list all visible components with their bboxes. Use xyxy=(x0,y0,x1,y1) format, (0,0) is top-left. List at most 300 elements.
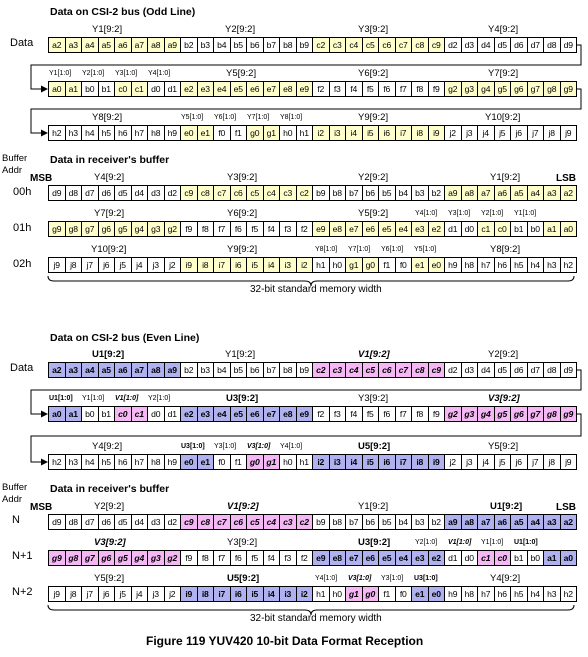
even-buf-rows-1-cell-f8: f8 xyxy=(197,550,215,566)
even-bus-rows-2-field-label: Y5[9:2] xyxy=(488,441,519,452)
odd-buf-rows-0-cell-c4: c4 xyxy=(263,185,281,201)
odd-bus-rows-1-field-label: Y2[1:0] xyxy=(82,70,105,77)
even-addr-n-plus-2: N+2 xyxy=(12,586,33,598)
odd-buffer-addr-label-1: Buffer xyxy=(2,153,28,164)
odd-bus-rows-1-cell-e9: e9 xyxy=(296,81,314,97)
odd-buf-rows-2-cell-h4: h4 xyxy=(527,257,545,273)
even-buf-rows-2-field-label: Y3[1:0] xyxy=(381,575,404,582)
odd-bus-rows-2-field-label: Y5[1:0] xyxy=(181,114,204,121)
odd-buf-rows-2-cell-h9: h9 xyxy=(444,257,462,273)
odd-buf-rows-0-field-label: Y1[9:2] xyxy=(490,172,521,183)
odd-buf-rows-2-cell-i2: i2 xyxy=(296,257,314,273)
odd-bus-rows-1-cell-a0: a0 xyxy=(48,81,66,97)
even-bus-rows-1-field-label: U1[1:0] xyxy=(49,395,73,402)
odd-buf-rows-2-cell-h1: h1 xyxy=(312,257,330,273)
odd-buf-rows-1-field-label: Y1[1:0] xyxy=(514,210,537,217)
even-buf-rows-2-cell-g1: g1 xyxy=(345,586,363,602)
even-bus-rows-1-cell-e9: e9 xyxy=(296,406,314,422)
even-buf-rows-0-cell-b5: b5 xyxy=(378,514,396,530)
odd-bus-rows-0-cell-b4: b4 xyxy=(213,37,231,53)
odd-buf-rows-0-cell-b4: b4 xyxy=(395,185,413,201)
even-buf-rows-0-field-label: Y2[9:2] xyxy=(94,501,125,512)
even-buf-rows-2-cell-i3: i3 xyxy=(279,586,297,602)
even-bus-rows-0-cell-b4: b4 xyxy=(213,362,231,378)
odd-buf-rows-2-field-label: Y8[9:2] xyxy=(490,244,521,255)
odd-bus-rows-2-cell-i2: i2 xyxy=(312,125,330,141)
even-buf-rows-1-cell-g2: g2 xyxy=(164,550,182,566)
odd-buf-rows-0-cell-c7: c7 xyxy=(213,185,231,201)
odd-bus-rows-1-cell-b0: b0 xyxy=(81,81,99,97)
odd-buf-rows-2-cell-j4: j4 xyxy=(131,257,149,273)
odd-buf-rows-0-cell-b3: b3 xyxy=(411,185,429,201)
odd-bus-rows-1-field-label: Y1[1:0] xyxy=(49,70,72,77)
even-buf-rows-0-cell-b4: b4 xyxy=(395,514,413,530)
odd-bus-rows-1-field-label: Y3[1:0] xyxy=(115,70,138,77)
even-buf-rows-0-cell-c2: c2 xyxy=(296,514,314,530)
even-buf-rows-2-cell-h3: h3 xyxy=(543,586,561,602)
even-bus-rows-0-cell-a9: a9 xyxy=(164,362,182,378)
even-bus-rows-1-cell-g3: g3 xyxy=(461,406,479,422)
even-bus-rows-0-cell-c5: c5 xyxy=(362,362,380,378)
even-bus-rows-1-field-label: V1[1:0] xyxy=(115,395,139,402)
even-bus-rows-0-field-label: Y2[9:2] xyxy=(488,349,519,360)
odd-buf-rows-0-field-label: Y3[9:2] xyxy=(227,172,258,183)
odd-bus-rows-1-cell-g7: g7 xyxy=(527,81,545,97)
even-buf-rows-2-cell-j3: j3 xyxy=(147,586,165,602)
odd-bus-rows-0-cell-a5: a5 xyxy=(98,37,116,53)
even-msb-label: MSB xyxy=(30,502,53,513)
even-bus-rows-0-cell-a6: a6 xyxy=(114,362,132,378)
odd-bus-rows-0-cell-a2: a2 xyxy=(48,37,66,53)
odd-bus-rows-1-cell-f2: f2 xyxy=(312,81,330,97)
even-bus-rows-2-field-label: V3[1:0] xyxy=(247,443,271,450)
even-bus-rows-2-field-label: Y4[9:2] xyxy=(92,441,123,452)
odd-bus-rows-2-cell-f0: f0 xyxy=(213,125,231,141)
even-bus-rows-1-cell-e4: e4 xyxy=(213,406,231,422)
even-buf-rows-0-field-label: Y1[9:2] xyxy=(358,501,389,512)
odd-bus-rows-1-cell-f3: f3 xyxy=(329,81,347,97)
odd-buf-rows-0-cell-c6: c6 xyxy=(230,185,248,201)
odd-buf-rows-1-cell-e2: e2 xyxy=(428,221,446,237)
even-buf-rows-1-cell-f4: f4 xyxy=(263,550,281,566)
even-bus-rows-0-cell-d7: d7 xyxy=(527,362,545,378)
odd-buf-rows-2-cell-h7: h7 xyxy=(477,257,495,273)
even-buf-rows-2-cell-e0: e0 xyxy=(428,586,446,602)
even-buf-rows-0-cell-b7: b7 xyxy=(345,514,363,530)
odd-bus-rows-2-cell-j4: j4 xyxy=(477,125,495,141)
odd-buf-rows-2-cell-h6: h6 xyxy=(494,257,512,273)
odd-buf-rows-2-cell-i3: i3 xyxy=(279,257,297,273)
even-bus-rows-1-cell-f5: f5 xyxy=(362,406,380,422)
odd-bus-rows-1-cell-g6: g6 xyxy=(510,81,528,97)
even-buf-rows-2-cell-j6: j6 xyxy=(98,586,116,602)
even-bus-rows-1-cell-d1: d1 xyxy=(164,406,182,422)
even-bus-rows-1-cell-e8: e8 xyxy=(279,406,297,422)
even-buf-rows-1-cell-c1: c1 xyxy=(477,550,495,566)
odd-buf-rows-1-cell-c1: c1 xyxy=(477,221,495,237)
odd-bus-rows-2-cell-h2: h2 xyxy=(48,125,66,141)
odd-bus-rows-2-cell-j5: j5 xyxy=(494,125,512,141)
even-bus-rows-1-cell-a0: a0 xyxy=(48,406,66,422)
odd-buf-rows-0-cell-a3: a3 xyxy=(543,185,561,201)
even-buf-rows-2-cell-i4: i4 xyxy=(263,586,281,602)
even-bus-rows-1-field-label: U3[9:2] xyxy=(226,393,259,404)
odd-bus-rows-1-cell-g4: g4 xyxy=(477,81,495,97)
odd-buf-rows-0-cell-d6: d6 xyxy=(98,185,116,201)
even-bus-rows-1-cell-c0: c0 xyxy=(114,406,132,422)
odd-buf-rows-0-cell-b8: b8 xyxy=(329,185,347,201)
odd-bus-rows-1-cell-f6: f6 xyxy=(378,81,396,97)
even-buf-rows-0-cell-b2: b2 xyxy=(428,514,446,530)
odd-buf-rows-0-field-label: Y4[9:2] xyxy=(94,172,125,183)
even-bus-rows-0-cell-d2: d2 xyxy=(444,362,462,378)
even-bus-rows-2-cell-j5: j5 xyxy=(494,454,512,470)
even-bus-rows-2-cell-g0: g0 xyxy=(246,454,264,470)
odd-bus-rows-0-cell-a6: a6 xyxy=(114,37,132,53)
odd-buf-rows-1-cell-e5: e5 xyxy=(378,221,396,237)
even-buf-rows-2-cell-j9: j9 xyxy=(48,586,66,602)
even-buf-rows-0-cell-a4: a4 xyxy=(527,514,545,530)
odd-bus-rows-2-field-label: Y6[1:0] xyxy=(214,114,237,121)
even-buf-rows-0-cell-c3: c3 xyxy=(279,514,297,530)
odd-buf-rows-1-field-label: Y5[9:2] xyxy=(358,208,389,219)
even-buffer-addr-label-2: Addr xyxy=(2,494,23,505)
odd-buf-rows-2-field-label: Y6[1:0] xyxy=(381,246,404,253)
even-bus-rows-0-cell-c9: c9 xyxy=(428,362,446,378)
odd-buf-rows-2-cell-g1: g1 xyxy=(345,257,363,273)
odd-bus-rows-0-cell-c8: c8 xyxy=(411,37,429,53)
even-bus-rows-0-cell-a4: a4 xyxy=(81,362,99,378)
even-buf-rows-2-cell-i9: i9 xyxy=(180,586,198,602)
even-buf-rows-0-cell-b8: b8 xyxy=(329,514,347,530)
even-buf-rows-0-cell-a9: a9 xyxy=(444,514,462,530)
odd-buf-rows-2-cell-f0: f0 xyxy=(395,257,413,273)
odd-bus-rows-1-cell-e8: e8 xyxy=(279,81,297,97)
odd-bus-rows-2-field-label: Y8[1:0] xyxy=(280,114,303,121)
odd-bus-rows-1-field-label: Y4[1:0] xyxy=(148,70,171,77)
odd-bus-rows-1-cell-f4: f4 xyxy=(345,81,363,97)
even-buffer-title: Data in receiver's buffer xyxy=(50,483,170,495)
odd-bus-rows-1-cell-g5: g5 xyxy=(494,81,512,97)
odd-buf-rows-2-cell-j5: j5 xyxy=(114,257,132,273)
even-bus-rows-1-field-label: Y1[1:0] xyxy=(82,395,105,402)
even-bus-rows-2-cell-f0: f0 xyxy=(213,454,231,470)
even-buf-rows-2-cell-i7: i7 xyxy=(213,586,231,602)
even-bus-rows-2-cell-h1: h1 xyxy=(296,454,314,470)
odd-bus-rows-0-field-label: Y2[9:2] xyxy=(225,24,256,35)
odd-buf-rows-2-field-label: Y10[9:2] xyxy=(91,244,127,255)
even-buf-rows-1-field-label: V1[1:0] xyxy=(448,539,472,546)
even-buf-rows-2-cell-g0: g0 xyxy=(362,586,380,602)
odd-bus-rows-2-field-label: Y7[1:0] xyxy=(247,114,270,121)
even-buf-rows-1-field-label: U3[9:2] xyxy=(358,537,391,548)
even-bus-rows-1-cell-f9: f9 xyxy=(428,406,446,422)
odd-lsb-label: LSB xyxy=(556,173,576,184)
odd-bus-rows-1-cell-a1: a1 xyxy=(65,81,83,97)
odd-buf-rows-2-cell-e1: e1 xyxy=(411,257,429,273)
even-buf-rows-0-cell-d6: d6 xyxy=(98,514,116,530)
odd-buf-rows-1-cell-f2: f2 xyxy=(296,221,314,237)
odd-bus-rows-2-field-label: Y9[9:2] xyxy=(358,112,389,123)
even-bus-rows-2-field-label: Y3[1:0] xyxy=(214,443,237,450)
odd-buffer-title: Data in receiver's buffer xyxy=(50,154,170,166)
even-bus-rows-1-cell-g9: g9 xyxy=(560,406,578,422)
even-buf-rows-1-cell-c0: c0 xyxy=(494,550,512,566)
odd-buf-rows-0-cell-c9: c9 xyxy=(180,185,198,201)
even-bus-rows-2-cell-i7: i7 xyxy=(395,454,413,470)
odd-bus-rows-1-cell-f7: f7 xyxy=(395,81,413,97)
even-bus-rows-2-cell-j7: j7 xyxy=(527,454,545,470)
even-bus-rows-0-cell-b2: b2 xyxy=(180,362,198,378)
even-bus-rows-2-cell-h0: h0 xyxy=(279,454,297,470)
odd-buf-rows-1-cell-a0: a0 xyxy=(560,221,578,237)
even-buf-rows-2-field-label: Y4[9:2] xyxy=(490,573,521,584)
odd-buf-rows-1-field-label: Y2[1:0] xyxy=(481,210,504,217)
odd-buf-rows-2-cell-h8: h8 xyxy=(461,257,479,273)
even-bus-rows-2-cell-i5: i5 xyxy=(362,454,380,470)
even-lsb-label: LSB xyxy=(556,502,576,513)
even-buf-rows-2-cell-j5: j5 xyxy=(114,586,132,602)
even-buf-rows-0-field-label: U1[9:2] xyxy=(490,501,523,512)
odd-bus-rows-0-cell-c7: c7 xyxy=(395,37,413,53)
odd-addr-02h: 02h xyxy=(13,258,32,270)
odd-buf-rows-1-field-label: Y4[1:0] xyxy=(415,210,438,217)
odd-bus-rows-1-cell-g3: g3 xyxy=(461,81,479,97)
odd-bus-rows-1-cell-e3: e3 xyxy=(197,81,215,97)
even-buf-rows-2-cell-i5: i5 xyxy=(246,586,264,602)
odd-bus-rows-2-cell-j9: j9 xyxy=(560,125,578,141)
odd-buf-rows-0-cell-b9: b9 xyxy=(312,185,330,201)
odd-bus-rows-1-cell-c0: c0 xyxy=(114,81,132,97)
odd-bus-rows-0-cell-b5: b5 xyxy=(230,37,248,53)
odd-buf-rows-2-cell-e0: e0 xyxy=(428,257,446,273)
odd-bus-rows-2-cell-i7: i7 xyxy=(395,125,413,141)
odd-bus-rows-0-cell-c2: c2 xyxy=(312,37,330,53)
even-buf-rows-1-cell-f3: f3 xyxy=(279,550,297,566)
even-buf-rows-0-cell-b6: b6 xyxy=(362,514,380,530)
odd-bus-rows-0-cell-b9: b9 xyxy=(296,37,314,53)
even-buf-rows-0-cell-a5: a5 xyxy=(510,514,528,530)
even-bus-rows-2-cell-j8: j8 xyxy=(543,454,561,470)
odd-buf-rows-1-cell-f7: f7 xyxy=(213,221,231,237)
even-buf-rows-0-cell-a2: a2 xyxy=(560,514,578,530)
even-buf-rows-1-cell-g5: g5 xyxy=(114,550,132,566)
odd-buf-rows-1-cell-e4: e4 xyxy=(395,221,413,237)
odd-buf-rows-0-cell-c2: c2 xyxy=(296,185,314,201)
even-buf-rows-1-cell-g9: g9 xyxy=(48,550,66,566)
odd-buf-rows-2-field-label: Y7[1:0] xyxy=(348,246,371,253)
odd-buf-rows-2-field-label: Y5[1:0] xyxy=(414,246,437,253)
odd-buf-rows-1-cell-g5: g5 xyxy=(114,221,132,237)
even-bus-rows-1-cell-g7: g7 xyxy=(527,406,545,422)
even-bus-rows-1-field-label: Y2[1:0] xyxy=(148,395,171,402)
odd-arrowhead-1 xyxy=(41,86,48,93)
even-buf-rows-0-cell-c4: c4 xyxy=(263,514,281,530)
odd-buf-rows-0-cell-a8: a8 xyxy=(461,185,479,201)
even-buf-rows-1-cell-d1: d1 xyxy=(444,550,462,566)
even-buf-rows-0-field-label: V1[9:2] xyxy=(227,501,259,512)
odd-bus-rows-2-cell-i8: i8 xyxy=(411,125,429,141)
odd-buf-rows-1-cell-f9: f9 xyxy=(180,221,198,237)
even-memory-width-label: 32-bit standard memory width xyxy=(250,613,382,624)
even-buf-rows-2-cell-i6: i6 xyxy=(230,586,248,602)
odd-buf-rows-1-cell-g4: g4 xyxy=(131,221,149,237)
even-buf-rows-2-cell-h9: h9 xyxy=(444,586,462,602)
odd-buf-rows-0-cell-b2: b2 xyxy=(428,185,446,201)
odd-buf-rows-0-cell-a2: a2 xyxy=(560,185,578,201)
even-buf-rows-1-cell-a1: a1 xyxy=(543,550,561,566)
even-bus-rows-1-cell-c1: c1 xyxy=(131,406,149,422)
odd-bus-rows-2-cell-h8: h8 xyxy=(147,125,165,141)
odd-bus-rows-1-cell-g9: g9 xyxy=(560,81,578,97)
odd-buf-rows-1-cell-b1: b1 xyxy=(510,221,528,237)
even-buf-rows-1-cell-g3: g3 xyxy=(147,550,165,566)
even-buf-rows-2-cell-h2: h2 xyxy=(560,586,578,602)
even-buf-rows-0-cell-a3: a3 xyxy=(543,514,561,530)
odd-bus-rows-2-cell-j7: j7 xyxy=(527,125,545,141)
even-bus-rows-0-cell-d3: d3 xyxy=(461,362,479,378)
odd-bus-rows-1-cell-g8: g8 xyxy=(543,81,561,97)
even-buf-rows-0-cell-c7: c7 xyxy=(213,514,231,530)
even-buf-rows-1-cell-d0: d0 xyxy=(461,550,479,566)
odd-buf-rows-0-cell-d4: d4 xyxy=(131,185,149,201)
odd-buf-rows-2-cell-h0: h0 xyxy=(329,257,347,273)
odd-memory-width-label: 32-bit standard memory width xyxy=(250,284,382,295)
odd-bus-rows-0-cell-c4: c4 xyxy=(345,37,363,53)
even-buf-rows-2-cell-j4: j4 xyxy=(131,586,149,602)
odd-buf-rows-2-cell-j3: j3 xyxy=(147,257,165,273)
odd-buf-rows-2-cell-i5: i5 xyxy=(246,257,264,273)
odd-bus-rows-2-cell-h1: h1 xyxy=(296,125,314,141)
odd-bus-rows-1-cell-d1: d1 xyxy=(164,81,182,97)
even-bus-rows-2-cell-h5: h5 xyxy=(98,454,116,470)
odd-bus-rows-1-cell-f5: f5 xyxy=(362,81,380,97)
even-buf-rows-1-field-label: V3[9:2] xyxy=(94,537,126,548)
even-buf-rows-2-cell-h8: h8 xyxy=(461,586,479,602)
even-buf-rows-1-cell-b0: b0 xyxy=(527,550,545,566)
even-buf-rows-0-cell-a7: a7 xyxy=(477,514,495,530)
odd-bus-rows-0-cell-d7: d7 xyxy=(527,37,545,53)
even-arrowhead-1 xyxy=(41,411,48,418)
even-addr-n-plus-1: N+1 xyxy=(12,550,33,562)
odd-buf-rows-2-cell-i9: i9 xyxy=(180,257,198,273)
even-buf-rows-1-cell-e8: e8 xyxy=(329,550,347,566)
odd-bus-rows-2-field-label: Y8[9:2] xyxy=(92,112,123,123)
even-bus-rows-1-cell-f3: f3 xyxy=(329,406,347,422)
odd-buf-rows-0-cell-d9: d9 xyxy=(48,185,66,201)
odd-addr-01h: 01h xyxy=(13,222,32,234)
odd-bus-rows-1-cell-e6: e6 xyxy=(246,81,264,97)
odd-buf-rows-2-cell-j2: j2 xyxy=(164,257,182,273)
odd-buf-rows-2-cell-i4: i4 xyxy=(263,257,281,273)
odd-bus-rows-1-cell-e4: e4 xyxy=(213,81,231,97)
even-buf-rows-1-cell-e6: e6 xyxy=(362,550,380,566)
even-buf-rows-1-field-label: U1[1:0] xyxy=(514,539,538,546)
even-arrowhead-2 xyxy=(41,459,48,466)
odd-buf-rows-0-cell-a9: a9 xyxy=(444,185,462,201)
odd-bus-rows-1-cell-e5: e5 xyxy=(230,81,248,97)
even-buf-rows-0-cell-d9: d9 xyxy=(48,514,66,530)
odd-buf-rows-1-cell-a1: a1 xyxy=(543,221,561,237)
odd-buf-rows-1-cell-f6: f6 xyxy=(230,221,248,237)
odd-buf-rows-1-cell-f8: f8 xyxy=(197,221,215,237)
even-bus-rows-2-field-label: Y4[1:0] xyxy=(280,443,303,450)
odd-buf-rows-2-cell-j9: j9 xyxy=(48,257,66,273)
even-buf-rows-1-cell-g8: g8 xyxy=(65,550,83,566)
odd-buf-rows-2-cell-i8: i8 xyxy=(197,257,215,273)
even-buf-rows-1-cell-e4: e4 xyxy=(395,550,413,566)
odd-bus-rows-1-cell-g2: g2 xyxy=(444,81,462,97)
odd-bus-rows-0-field-label: Y3[9:2] xyxy=(358,24,389,35)
odd-bus-rows-2-cell-e0: e0 xyxy=(180,125,198,141)
even-bus-rows-2-cell-h9: h9 xyxy=(164,454,182,470)
even-buf-rows-0-cell-b3: b3 xyxy=(411,514,429,530)
even-buf-rows-1-field-label: Y2[1:0] xyxy=(415,539,438,546)
even-bus-rows-2-cell-g1: g1 xyxy=(263,454,281,470)
odd-buf-rows-0-cell-d7: d7 xyxy=(81,185,99,201)
even-buf-rows-2-cell-h7: h7 xyxy=(477,586,495,602)
odd-buf-rows-1-cell-f4: f4 xyxy=(263,221,281,237)
odd-buf-rows-1-cell-g9: g9 xyxy=(48,221,66,237)
odd-buf-rows-1-cell-b0: b0 xyxy=(527,221,545,237)
even-bus-rows-0-cell-d8: d8 xyxy=(543,362,561,378)
even-bus-rows-1-cell-e5: e5 xyxy=(230,406,248,422)
odd-bus-rows-0-cell-d3: d3 xyxy=(461,37,479,53)
even-buf-rows-1-cell-f2: f2 xyxy=(296,550,314,566)
odd-buf-rows-0-cell-a5: a5 xyxy=(510,185,528,201)
even-bus-rows-1-cell-e3: e3 xyxy=(197,406,215,422)
even-bus-rows-0-cell-b8: b8 xyxy=(279,362,297,378)
odd-bus-rows-1-cell-f8: f8 xyxy=(411,81,429,97)
even-buf-rows-2-cell-h5: h5 xyxy=(510,586,528,602)
even-bus-rows-2-cell-h6: h6 xyxy=(114,454,132,470)
odd-buf-rows-1-field-label: Y7[9:2] xyxy=(94,208,125,219)
even-buf-rows-2-field-label: Y4[1:0] xyxy=(315,575,338,582)
even-bus-rows-2-cell-i8: i8 xyxy=(411,454,429,470)
even-bus-rows-1-cell-g6: g6 xyxy=(510,406,528,422)
even-buf-rows-0-cell-b9: b9 xyxy=(312,514,330,530)
odd-bus-rows-1-cell-f9: f9 xyxy=(428,81,446,97)
odd-buf-rows-2-cell-h5: h5 xyxy=(510,257,528,273)
even-bus-rows-0-cell-d6: d6 xyxy=(510,362,528,378)
odd-buf-rows-2-field-label: Y9[9:2] xyxy=(227,244,258,255)
odd-bus-rows-0-cell-a4: a4 xyxy=(81,37,99,53)
odd-bus-rows-0-cell-a9: a9 xyxy=(164,37,182,53)
even-bus-rows-1-cell-f6: f6 xyxy=(378,406,396,422)
even-buf-rows-0-cell-d3: d3 xyxy=(147,514,165,530)
even-buf-rows-2-field-label: U5[9:2] xyxy=(227,573,260,584)
odd-buf-rows-0-cell-d3: d3 xyxy=(147,185,165,201)
even-bus-rows-2-cell-i3: i3 xyxy=(329,454,347,470)
odd-bus-rows-1-cell-c1: c1 xyxy=(131,81,149,97)
even-bus-rows-1-cell-a1: a1 xyxy=(65,406,83,422)
even-bus-rows-2-cell-h4: h4 xyxy=(81,454,99,470)
odd-bus-rows-0-cell-a8: a8 xyxy=(147,37,165,53)
even-bus-rows-2-cell-j2: j2 xyxy=(444,454,462,470)
even-buf-rows-1-cell-e5: e5 xyxy=(378,550,396,566)
even-bus-rows-0-cell-a3: a3 xyxy=(65,362,83,378)
odd-bus-rows-0-cell-d4: d4 xyxy=(477,37,495,53)
even-buf-rows-0-cell-d7: d7 xyxy=(81,514,99,530)
even-bus-rows-0-cell-b9: b9 xyxy=(296,362,314,378)
odd-buf-rows-2-cell-j7: j7 xyxy=(81,257,99,273)
odd-bus-rows-2-cell-j8: j8 xyxy=(543,125,561,141)
odd-bus-rows-1-cell-b1: b1 xyxy=(98,81,116,97)
even-bus-rows-0-cell-a5: a5 xyxy=(98,362,116,378)
odd-buf-rows-1-cell-e7: e7 xyxy=(345,221,363,237)
odd-buf-rows-1-cell-g3: g3 xyxy=(147,221,165,237)
even-bus-rows-2-cell-i9: i9 xyxy=(428,454,446,470)
